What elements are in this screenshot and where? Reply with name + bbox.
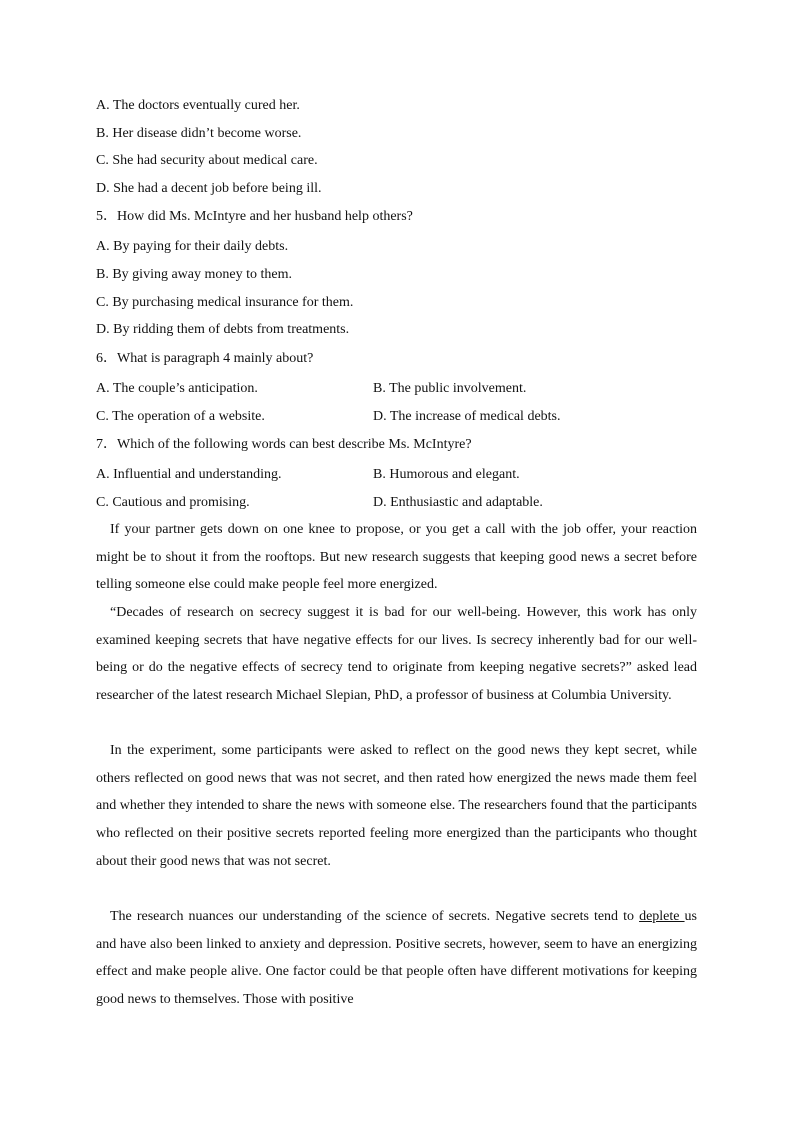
- q5-option-a: A. By paying for their daily debts.: [96, 239, 289, 254]
- passage-paragraph-4: [96, 903, 697, 1014]
- q5-option-d: D. By ridding them of debts from treatments.: [96, 322, 350, 337]
- q5-question: 5．How did Ms. McIntyre and her husband help others?: [96, 209, 413, 224]
- q5-option-c: C. By purchasing medical insurance for them.: [96, 295, 354, 310]
- q4-option-d: D. She had a decent job before being ill.: [96, 181, 322, 196]
- q7-option-b: B. Humorous and elegant.: [373, 467, 520, 482]
- q6-option-c: C. The operation of a website.: [96, 409, 265, 424]
- q6-option-d: D. The increase of medical debts.: [373, 409, 561, 424]
- q5-option-b: B. By giving away money to them.: [96, 267, 292, 282]
- q4-option-a: A. The doctors eventually cured her.: [96, 98, 300, 113]
- paragraph-4-start: The research nuances our understanding of the science of secrets. Negative secrets tend to: [110, 909, 640, 924]
- passage-paragraph-1: If your partner gets down on one knee to propose, or you get a call with the job offer, your reaction might be to shout it from the rooftops. But new research suggests that keeping good news a secret before telling someone else could make people feel more energized.: [96, 522, 697, 593]
- q4-option-c: C. She had security about medical care.: [96, 153, 318, 168]
- paragraph-4-end: us and have also been linked to anxiety and depression. Positive secrets, however, seem to have an energizing effect and make people alive. One factor could be that people often have different motivations for keeping good news to themselves. Those with positive: [96, 909, 697, 1008]
- q4-option-b: B. Her disease didn’t become worse.: [96, 126, 302, 141]
- q7-option-c: C. Cautious and promising.: [96, 495, 250, 510]
- underlined-word-deplete: deplete: [639, 909, 685, 924]
- passage-paragraph-2: “Decades of research on secrecy suggest it is bad for our well-being. However, this work has only examined keeping secrets that have negative effects for our lives. Is secrecy inherently bad for our well-being or do the negative effects of secrecy tend to originate from keeping negative secrets?” asked lead researcher of the latest research Michael Slepian, PhD, a professor of business at Columbia University.: [96, 605, 697, 704]
- q7-option-d: D. Enthusiastic and adaptable.: [373, 495, 543, 510]
- passage-paragraph-3: In the experiment, some participants were asked to reflect on the good news they kept secret, while others reflected on good news that was not secret, and then rated how energized the news made them feel and whether they intended to share the news with someone else. The researchers found that the participants who reflected on their positive secrets reported feeling more energized than the participants who thought about their good news that was not secret.: [96, 743, 697, 869]
- q7-option-a: A. Influential and understanding.: [96, 467, 282, 482]
- q6-option-b: B. The public involvement.: [373, 381, 527, 396]
- q6-question: 6．What is paragraph 4 mainly about?: [96, 351, 314, 366]
- q7-question: 7．Which of the following words can best describe Ms. McIntyre?: [96, 437, 472, 452]
- q6-option-a: A. The couple’s anticipation.: [96, 381, 258, 396]
